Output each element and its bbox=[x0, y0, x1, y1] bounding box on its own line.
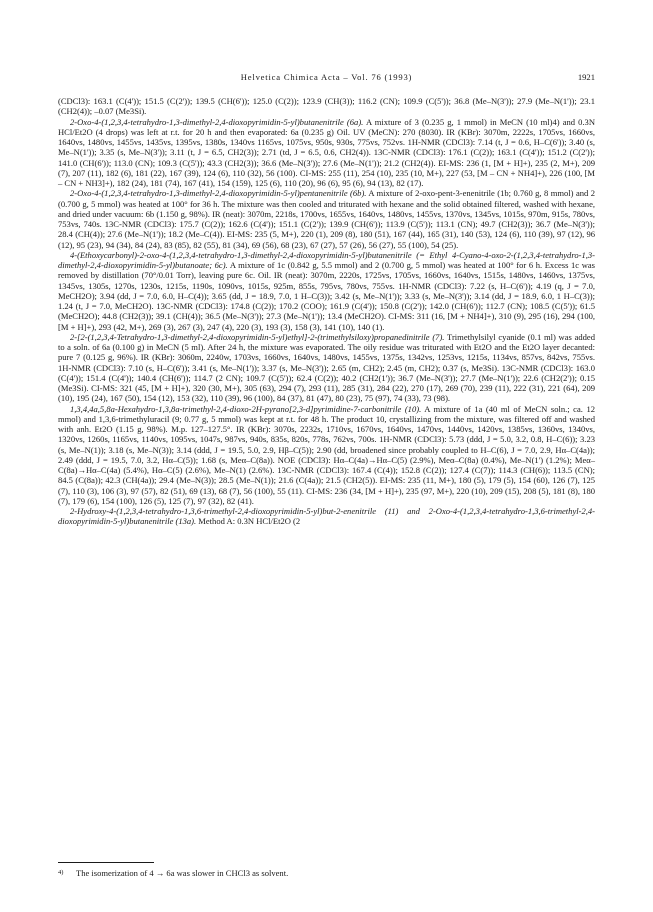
paragraph-compound-10 bbox=[58, 404, 595, 507]
paragraph-continuation bbox=[58, 96, 595, 117]
paragraph-compound-6c bbox=[58, 250, 595, 332]
compound-title: 1,3,4,4a,5,8a-Hexahydro-1,3,8a-trimethyl-2,4-dioxo-2H-pyrano[2,3-d]pyrimidine-7-carbonitrile (10). bbox=[70, 403, 422, 414]
paragraph-text: Trimethylsilyl cyanide (0.1 ml) was added to a soln. of 6a (0.100 g) in MeCN (5 ml). After 24 h, the mixture was evaporated. The oily residue was triturated with Et2O and the Et2O layer decanted: pure 7 (0.125 g, 96%). IR (KBr): 3060m, 2240w, 1703vs, 1660vs, 1640vs, 1480vs, 1455vs, 1375s, 1342vs, 1253vs, 1215s, 1134vs, 857vs, 842vs, 755vs. 1H-NMR (CDCl3): 7.10 (s, H–C(6')); 3.41 (s, Me–N(1')); 3.37 (s, Me–N(3')); 2.65 (m, CH2); 2.45 (m, CH2); 0.37 (s, Me3Si). 13C-NMR (CDCl3): 163.0 (C(4')); 151.4 (C(4')); 140.4 (CH(6')); 114.7 (2 CN); 109.7 (C(5')); 62.4 (C(2)); 40.2 (CH2(1')); 36.7 (Me–N(3')); 27.7 (Me–N(1')); 22.6 (CH2(2')); 0.15 (Me3Si). CI-MS: 321 (45, [M + H]+), 320 (30, M+), 305 (63), 294 (7), 293 (11), 285 (31), 284 (22), 270 (17), 269 (70), 239 (11), 222 (31), 221 (64), 209 (10), 195 (24), 167 (50), 154 (12), 153 (32), 110 (39), 96 (100), 84 (37), 81 (47), 80 (23), 75 (97), 74 (33), 73 (98). bbox=[58, 331, 595, 404]
paragraph-text: A mixture of 3 (0.235 g, 1 mmol) in MeCN (10 ml)4) and 0.3N HCl/Et2O (4 drops) was left at r.t. for 20 h and then evaporated: 6a (0.235 g) Oil. UV (MeCN): 270 (8030). IR (KBr): 3070m, 2222s, 1705vs, 1660vs, 1640vs, 1480vs, 1455vs, 1435vs, 1395vs, 1380s, 1340vs 1165vs, 1075vs, 950s, 930s, 775vs, 752vs. 1H-NMR (CDCl3): 7.14 (t, J = 0.6, H–C(6')); 3.40 (s, Me–N(1')); 3.35 (s, Me–N(3')); 3.11 (t, J = 6.5, CH2(3)); 2.71 (td, J = 6.5, 0.6, CH2(4)). 13C-NMR (CDCl3): 176.1 (C(2)); 163.1 (C(4')); 151.2 (C(2')); 141.0 (CH(6')); 113.0 (CN); 109.3 (C(5')); 43.3 (CH2(3)); 36.6 (Me–N(3')); 27.6 (Me–N(1')); 21.2 (CH2(4)). EI-MS: 236 (1, [M + H]+), 235 (2, M+), 209 (7), 207 (11), 182 (6), 181 (22), 167 (39), 124 (6), 110 (32), 56 (100). CI-MS: 255 (11), 254 (10), 235 (10, M+), 227 (53, [M – CN + NH4]+), 226 (100, [M – CN + NH3]+), 182 (24), 181 (74), 167 (41), 154 (159), 125 (6), 110 (20), 96 (6), 95 (6), 94 (13), 82 (17). bbox=[58, 116, 595, 188]
paragraph-compound-7 bbox=[58, 332, 595, 404]
journal-title: Helvetica Chimica Acta – Vol. 76 (1993) bbox=[240, 72, 413, 82]
compound-title: 2-Oxo-4-(1,2,3,4-tetrahydro-1,3-dimethyl-2,4-dioxopyrimidin-5-yl)pentanenitrile (6b). bbox=[70, 188, 367, 199]
compound-title: 2-[2-(1,2,3,4-Tetrahydro-1,3-dimethyl-2,4-dioxopyrimidin-5-yl)ethyl]-2-(trimethylsiloxy)propanedinitrile (7). bbox=[70, 331, 445, 342]
footnote-divider bbox=[58, 862, 154, 863]
paragraph-compound-6b bbox=[58, 188, 595, 250]
paragraph-compound-6a bbox=[58, 117, 595, 189]
paragraph-text: (CDCl3): 163.1 (C(4')); 151.5 (C(2')); 139.5 (CH(6')); 125.0 (C(2)); 123.9 (CH(3)); 116.2 (CN); 109.9 (C(5')); 36.8 (Me–N(3')); 27.9 (Me–N(1')); 23.1 (CH2(4)); –0.07 (Me3Si). bbox=[58, 96, 595, 117]
journal-page bbox=[58, 0, 595, 912]
footnote-text: The isomerization of 4 → 6a was slower in CHCl3 as solvent. bbox=[76, 868, 289, 878]
running-header bbox=[58, 72, 595, 86]
compound-title: 2-Hydroxy-4-(1,2,3,4-tetrahydro-1,3,6-trimethyl-2,4-dioxopyrimidin-5-yl)but-2-enenitrile (11) and 2-Oxo-4-(1,2,3,4-tetrahydro-1,3,6-trimethyl-2,4-dioxopyrimidin-5-yl)butanenitrile (13a). bbox=[58, 506, 595, 527]
footnote-mark: 4) bbox=[58, 869, 64, 876]
paragraph-text: A mixture of 1a (40 ml of MeCN soln.; ca. 12 mmol) and 1,3,6-trimethyluracil (9; 0.77 g, 5 mmol) was kept at r.t. for 48 h. The product 10, crystallizing from the mixture, was filtered off and washed with anh. Et2O (1.15 g, 98%). M.p. 127–127.5°. IR (KBr): 3070s, 2232s, 1710vs, 1670vs, 1640vs, 1470vs, 1440vs, 1420vs, 1385vs, 1360vs, 1340vs, 1320vs, 1260s, 1165vs, 1140vs, 1095vs, 1047s, 987vs, 940s, 835s, 820s, 778s, 762vs, 700s. 1H-NMR (CDCl3): 5.73 (ddd, J = 5.0, 3.2, 0.8, H–C(6)); 3.23 (s, Me–N(1)); 3.18 (s, Me–N(3)); 3.14 (ddd, J = 19.5, 5.0, 2.9, Hβ–C(5)); 2.90 (dd, broadened since probably coupled to H–C(6), J = 7.0, 2.9, Hα–C(4a)); 2.49 (ddd, J = 19.5, 7.0, 3.2, Hα–C(5)); 1.68 (s, Meα–C(8a)). NOE (CDCl3): Hα–C(4a)→Hα–C(5) (2.9%), Meα–C(8a) (0.4%), Me–N(1') (1.2%); Meα–C(8a)→Hα–C(4a) (5.4%), Hα–C(5) (2.6%), Me–N(1) (2.6%). 13C-NMR (CDCl3): 167.4 (C(4)); 152.8 (C(2)); 127.4 (C(7)); 114.3 (CH(6)); 113.5 (CN); 84.5 (C(8a)); 42.3 (CH(4a)); 29.4 (Me–N(3)); 28.5 (Me–N(1)); 21.6 (C(4a)); 21.5 (CH2(5)). EI-MS: 235 (11, M+), 180 (5), 179 (5), 154 (60), 126 (7), 125 (7), 110 (3), 106 (3), 97 (57), 82 (51), 69 (13), 68 (7), 56 (100), 55 (11). CI-MS: 236 (34, [M + H]+), 235 (97, M+), 220 (10), 209 (15), 208 (5), 181 (8), 180 (7), 179 (6), 154 (100), 126 (5), 125 (7), 97 (32), 82 (41). bbox=[58, 403, 595, 506]
compound-title: 2-Oxo-4-(1,2,3,4-tetrahydro-1,3-dimethyl-2,4-dioxopyrimidin-5-yl)butanenitrile (6a). bbox=[70, 116, 364, 127]
footnote bbox=[58, 868, 595, 878]
compound-title: 4-(Ethoxycarbonyl)-2-oxo-4-(1,2,3,4-tetrahydro-1,3-dimethyl-2,4-dioxopyrimidin-5-yl)butanenitrile (= Ethyl 4-Cyano-4-oxo-2-(1,2,3,4-tetrahydro-1,3-dimethyl-2,4-dioxopyrimidin-5-yl)butanoate; 6c). bbox=[58, 249, 595, 270]
paragraph-text: A mixture of 2-oxo-pent-3-enenitrile (1b; 0.760 g, 8 mmol) and 2 (0.700 g, 5 mmol) was heated at 100° for 36 h. The mixture was then cooled and triturated with hexane and the solid obtained filtered, washed with hexane, and dried under vacuum: 6b (1.150 g, 98%). IR (neat): 3070m, 2218s, 1700vs, 1655vs, 1640vs, 1480vs, 1455vs, 1370vs, 1345vs, 1015s, 970m, 915s, 780vs, 753vs, 740s. 13C-NMR (CDCl3): 175.7 (C(2)); 162.6 (C(4')); 151.1 (C(2')); 139.9 (CH(6')); 113.9 (C(5')); 113.1 (CN); 49.7 (CH2(3)); 36.7 (Me–N(3')); 28.4 (CH(4)); 27.6 (Me–N(1')); 18.2 (Me–C(4)). EI-MS: 235 (5, M+), 220 (1), 209 (8), 180 (51), 167 (44), 165 (31), 140 (53), 124 (6), 110 (39), 97 (12), 96 (12), 95 (23), 94 (34), 84 (24), 83 (85), 82 (55), 81 (34), 69 (56), 68 (23), 67 (27), 57 (26), 56 (27), 55 (100), 54 (25). bbox=[58, 188, 595, 250]
paragraph-text: A mixture of 1c (0.842 g, 5.5 mmol) and 2 (0.700 g, 5 mmol) was heated at 100° for 6 h. Excess 1c was removed by distillation (70°/0.01 Torr), leaving pure 6c. Oil. IR (neat): 3070m, 2220s, 1725vs, 1705vs, 1660vs, 1640vs, 1515s, 1480vs, 1460vs, 1375vs, 1345vs, 1305s, 1270s, 1230s, 1215s, 1190s, 1090vs, 1015s, 925m, 855s, 795vs, 780vs, 755vs. 1H-NMR (CDCl3): 7.22 (s, H–C(6')); 4.19 (q, J = 7.0, MeCH2O); 3.94 (dd, J = 7.0, 6.0, H–C(4)); 3.65 (dd, J = 18.9, 7.0, 1 H–C(3)); 3.42 (s, Me–N(1')); 3.33 (s, Me–N(3')); 3.14 (dd, J = 18.9, 6.0, 1 H–C(3)); 1.24 (t, J = 7.0, MeCH2O). 13C-NMR (CDCl3): 174.8 (C(2)); 170.2 (COO); 161.9 (C(4')); 150.8 (C(2')); 142.0 (CH(6')); 112.7 (CN); 108.5 (C(5')); 61.5 (MeCH2O); 44.8 (CH2(3)); 39.1 (CH(4)); 36.5 (Me–N(3')); 27.3 (Me–N(1')); 13.4 (MeCH2O). CI-MS: 311 (16, [M + NH4]+), 310 (9), 295 (16), 294 (100, [M + H]+), 293 (42, M+), 269 (3), 267 (3), 247 (4), 220 (3), 193 (3), 158 (3), 141 (10), 140 (1). bbox=[58, 260, 595, 332]
page-number: 1921 bbox=[577, 72, 595, 82]
paragraph-text: Method A: 0.3N HCl/Et2O (2 bbox=[196, 516, 301, 527]
article-body bbox=[58, 96, 595, 527]
paragraph-compound-11-13a bbox=[58, 506, 595, 527]
